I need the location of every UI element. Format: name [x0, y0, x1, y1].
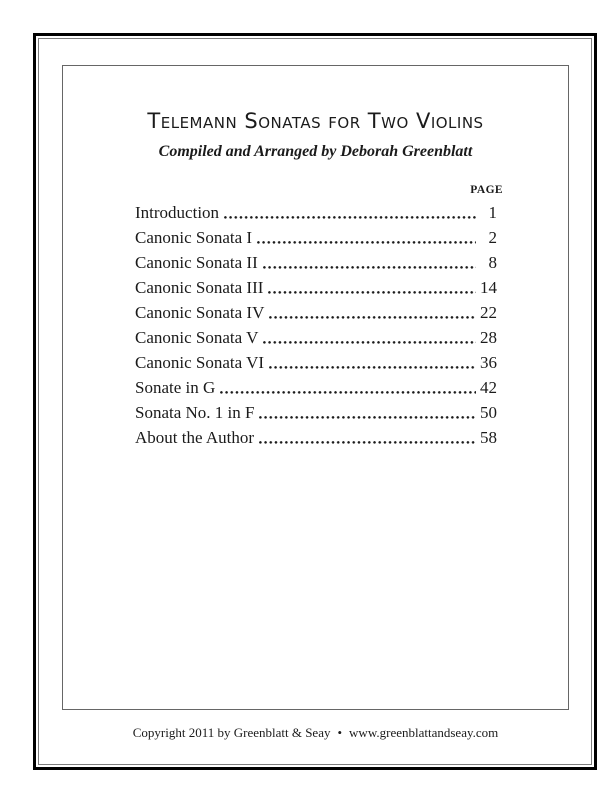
- page-subtitle: Compiled and Arranged by Deborah Greenblatt: [158, 143, 473, 160]
- toc-entry-page: 58: [480, 428, 497, 447]
- toc-entry-page: 50: [480, 403, 497, 422]
- toc-entry-label: About the Author: [135, 428, 254, 447]
- toc-entry-page: 1: [488, 203, 497, 222]
- toc-entry-label: Canonic Sonata III: [135, 278, 264, 297]
- toc-entry-label: Sonate in G: [135, 378, 216, 397]
- toc-entry-label: Canonic Sonata VI: [135, 353, 265, 372]
- toc-leader-dots: [224, 200, 476, 225]
- toc-leader-dots: [259, 400, 476, 425]
- toc-entry-label: Canonic Sonata V: [135, 328, 259, 347]
- toc-leader-dots: [263, 325, 476, 350]
- toc-leader-dots: [220, 375, 476, 400]
- toc-entry-page: 42: [480, 378, 497, 397]
- toc-entry: [135, 250, 497, 275]
- toc-entry-label: Canonic Sonata II: [135, 253, 258, 272]
- toc-leader-dots: [269, 350, 476, 375]
- toc-entry: [135, 350, 497, 375]
- toc-entry-page: 22: [480, 303, 497, 322]
- toc-entry-label: Canonic Sonata IV: [135, 303, 265, 322]
- toc-entry-page: 28: [480, 328, 497, 347]
- toc-entry-page: 8: [488, 253, 497, 272]
- toc-leader-dots: [269, 300, 476, 325]
- toc-leader-dots: [263, 250, 476, 275]
- footer-copyright-text: Copyright 2011 by Greenblatt & Seay: [132, 725, 331, 740]
- toc-entry-label: Introduction: [135, 203, 220, 222]
- toc-entry: [135, 425, 497, 450]
- toc-entry: [135, 400, 497, 425]
- footer-website: www.greenblattandseay.com: [349, 725, 499, 740]
- toc-leader-dots: [259, 425, 476, 450]
- toc-entry-label: Sonata No. 1 in F: [135, 403, 255, 422]
- toc-entry: [135, 275, 497, 300]
- toc-entry: [135, 375, 497, 400]
- toc: [135, 200, 497, 450]
- toc-entry-page: 14: [480, 278, 497, 297]
- toc-entry-page: 36: [480, 353, 497, 372]
- footer-copyright: [62, 725, 569, 741]
- toc-leader-dots: [257, 225, 476, 250]
- toc-page-column-header: PAGE: [470, 184, 503, 196]
- toc-entry: [135, 300, 497, 325]
- toc-entry-label: Canonic Sonata I: [135, 228, 253, 247]
- toc-entry: [135, 325, 497, 350]
- toc-entry: [135, 225, 497, 250]
- page-title: Telemann Sonatas for Two Violins: [147, 109, 484, 133]
- bullet-separator: •: [337, 725, 343, 740]
- toc-entry-page: 2: [488, 228, 497, 247]
- toc-entry: [135, 200, 497, 225]
- toc-leader-dots: [268, 275, 476, 300]
